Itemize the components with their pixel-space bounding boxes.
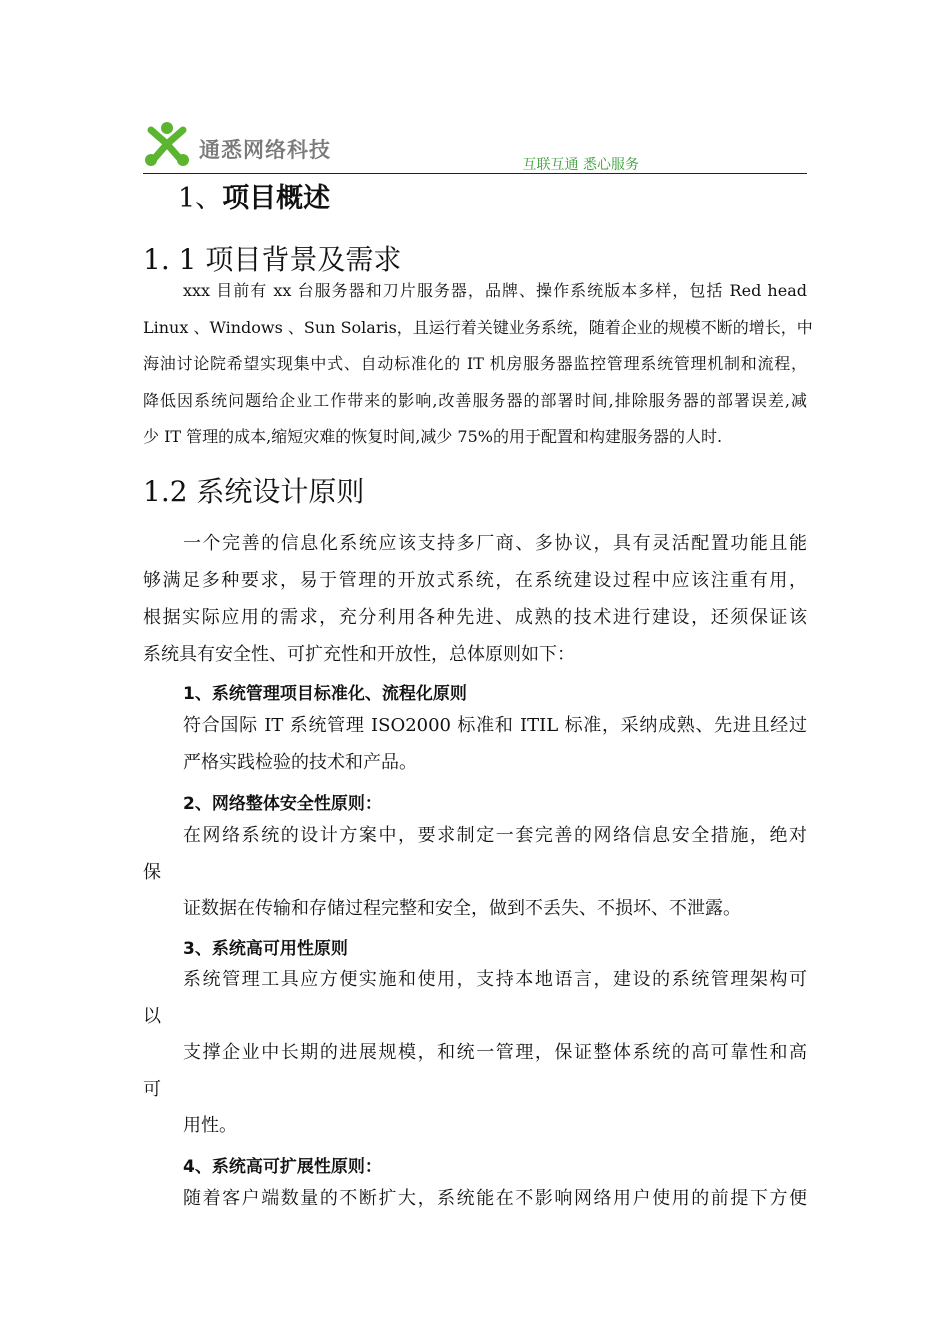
principle-title-3: 3、系统高可用性原则 <box>183 939 348 959</box>
paragraph-line: 支撑企业中长期的进展规模，和统一管理，保证整体系统的高可靠性和高 <box>183 1042 807 1063</box>
paragraph-line: 在网络系统的设计方案中，要求制定一套完善的网络信息安全措施，绝对 <box>183 825 807 846</box>
background-paragraph <box>143 273 813 456</box>
paragraph-line: 根据实际应用的需求，充分利用各种先进、成熟的技术进行建设，还须保证该 <box>143 607 807 628</box>
page-header <box>143 120 807 175</box>
paragraph-line: Linux 、Windows 、Sun Solaris，且运行着关键业务系统，随着企业的规模不断的增长，中 <box>143 317 813 337</box>
subsection-heading-1-2: 1.2 系统设计原则 <box>143 475 365 508</box>
subsection-heading-1-1: 1. 1 项目背景及需求 <box>143 243 402 276</box>
header-divider <box>143 173 807 174</box>
principle-title-2: 2、网络整体安全性原则： <box>183 794 382 814</box>
paragraph-line: 系统具有安全性、可扩充性和开放性，总体原则如下： <box>143 644 575 665</box>
paragraph-line: 以 <box>143 1005 161 1027</box>
paragraph-line: 够满足多种要求，易于管理的开放式系统，在系统建设过程中应该注重有用， <box>143 570 807 591</box>
brand-name: 通悉网络科技 <box>199 138 331 162</box>
principle-body-3 <box>143 962 807 1145</box>
paragraph-line: 少 IT 管理的成本,缩短灾难的恢复时间,减少 75%的用于配置和构建服务器的人时. <box>143 427 723 446</box>
paragraph-line: 严格实践检验的技术和产品。 <box>183 751 417 773</box>
paragraph-line: 一个完善的信息化系统应该支持多厂商、多协议，具有灵活配置功能且能 <box>183 533 807 554</box>
paragraph-line: 可 <box>143 1078 161 1100</box>
section-title-text: 项目概述 <box>222 183 331 214</box>
paragraph-line: 随着客户端数量的不断扩大，系统能在不影响网络用户使用的前提下方便 <box>183 1188 807 1209</box>
logo-icon <box>143 120 191 168</box>
principles-intro <box>143 525 807 673</box>
paragraph-line: 符合国际 IT 系统管理 ISO2000 标准和 ITIL 标准，采纳成熟、先进且经过 <box>183 715 807 736</box>
principle-body-2 <box>143 818 807 928</box>
principle-title-1: 1、系统管理项目标准化、流程化原则 <box>183 684 467 704</box>
principle-body-1 <box>143 708 807 781</box>
paragraph-line: xxx 目前有 xx 台服务器和刀片服务器，品牌、操作系统版本多样，包括 Red head <box>183 281 807 300</box>
paragraph-line: 证数据在传输和存储过程完整和安全，做到不丢失、不损坏、不泄露。 <box>183 898 741 919</box>
paragraph-line: 降低因系统问题给企业工作带来的影响,改善服务器的部署时间,排除服务器的部署误差,减 <box>143 390 807 410</box>
principle-title-4: 4、系统高可扩展性原则： <box>183 1157 382 1177</box>
paragraph-line: 海油讨论院希望实现集中式、自动标准化的 IT 机房服务器监控管理系统管理机制和流程， <box>143 354 807 373</box>
slogan: 互联互通 悉心服务 <box>522 157 639 173</box>
paragraph-line: 系统管理工具应方便实施和使用，支持本地语言，建设的系统管理架构可 <box>183 969 807 990</box>
principle-body-4 <box>143 1181 807 1218</box>
section-title <box>178 176 330 215</box>
paragraph-line: 用性。 <box>183 1115 237 1136</box>
section-number: 1、 <box>178 183 223 214</box>
paragraph-line: 保 <box>143 861 161 883</box>
